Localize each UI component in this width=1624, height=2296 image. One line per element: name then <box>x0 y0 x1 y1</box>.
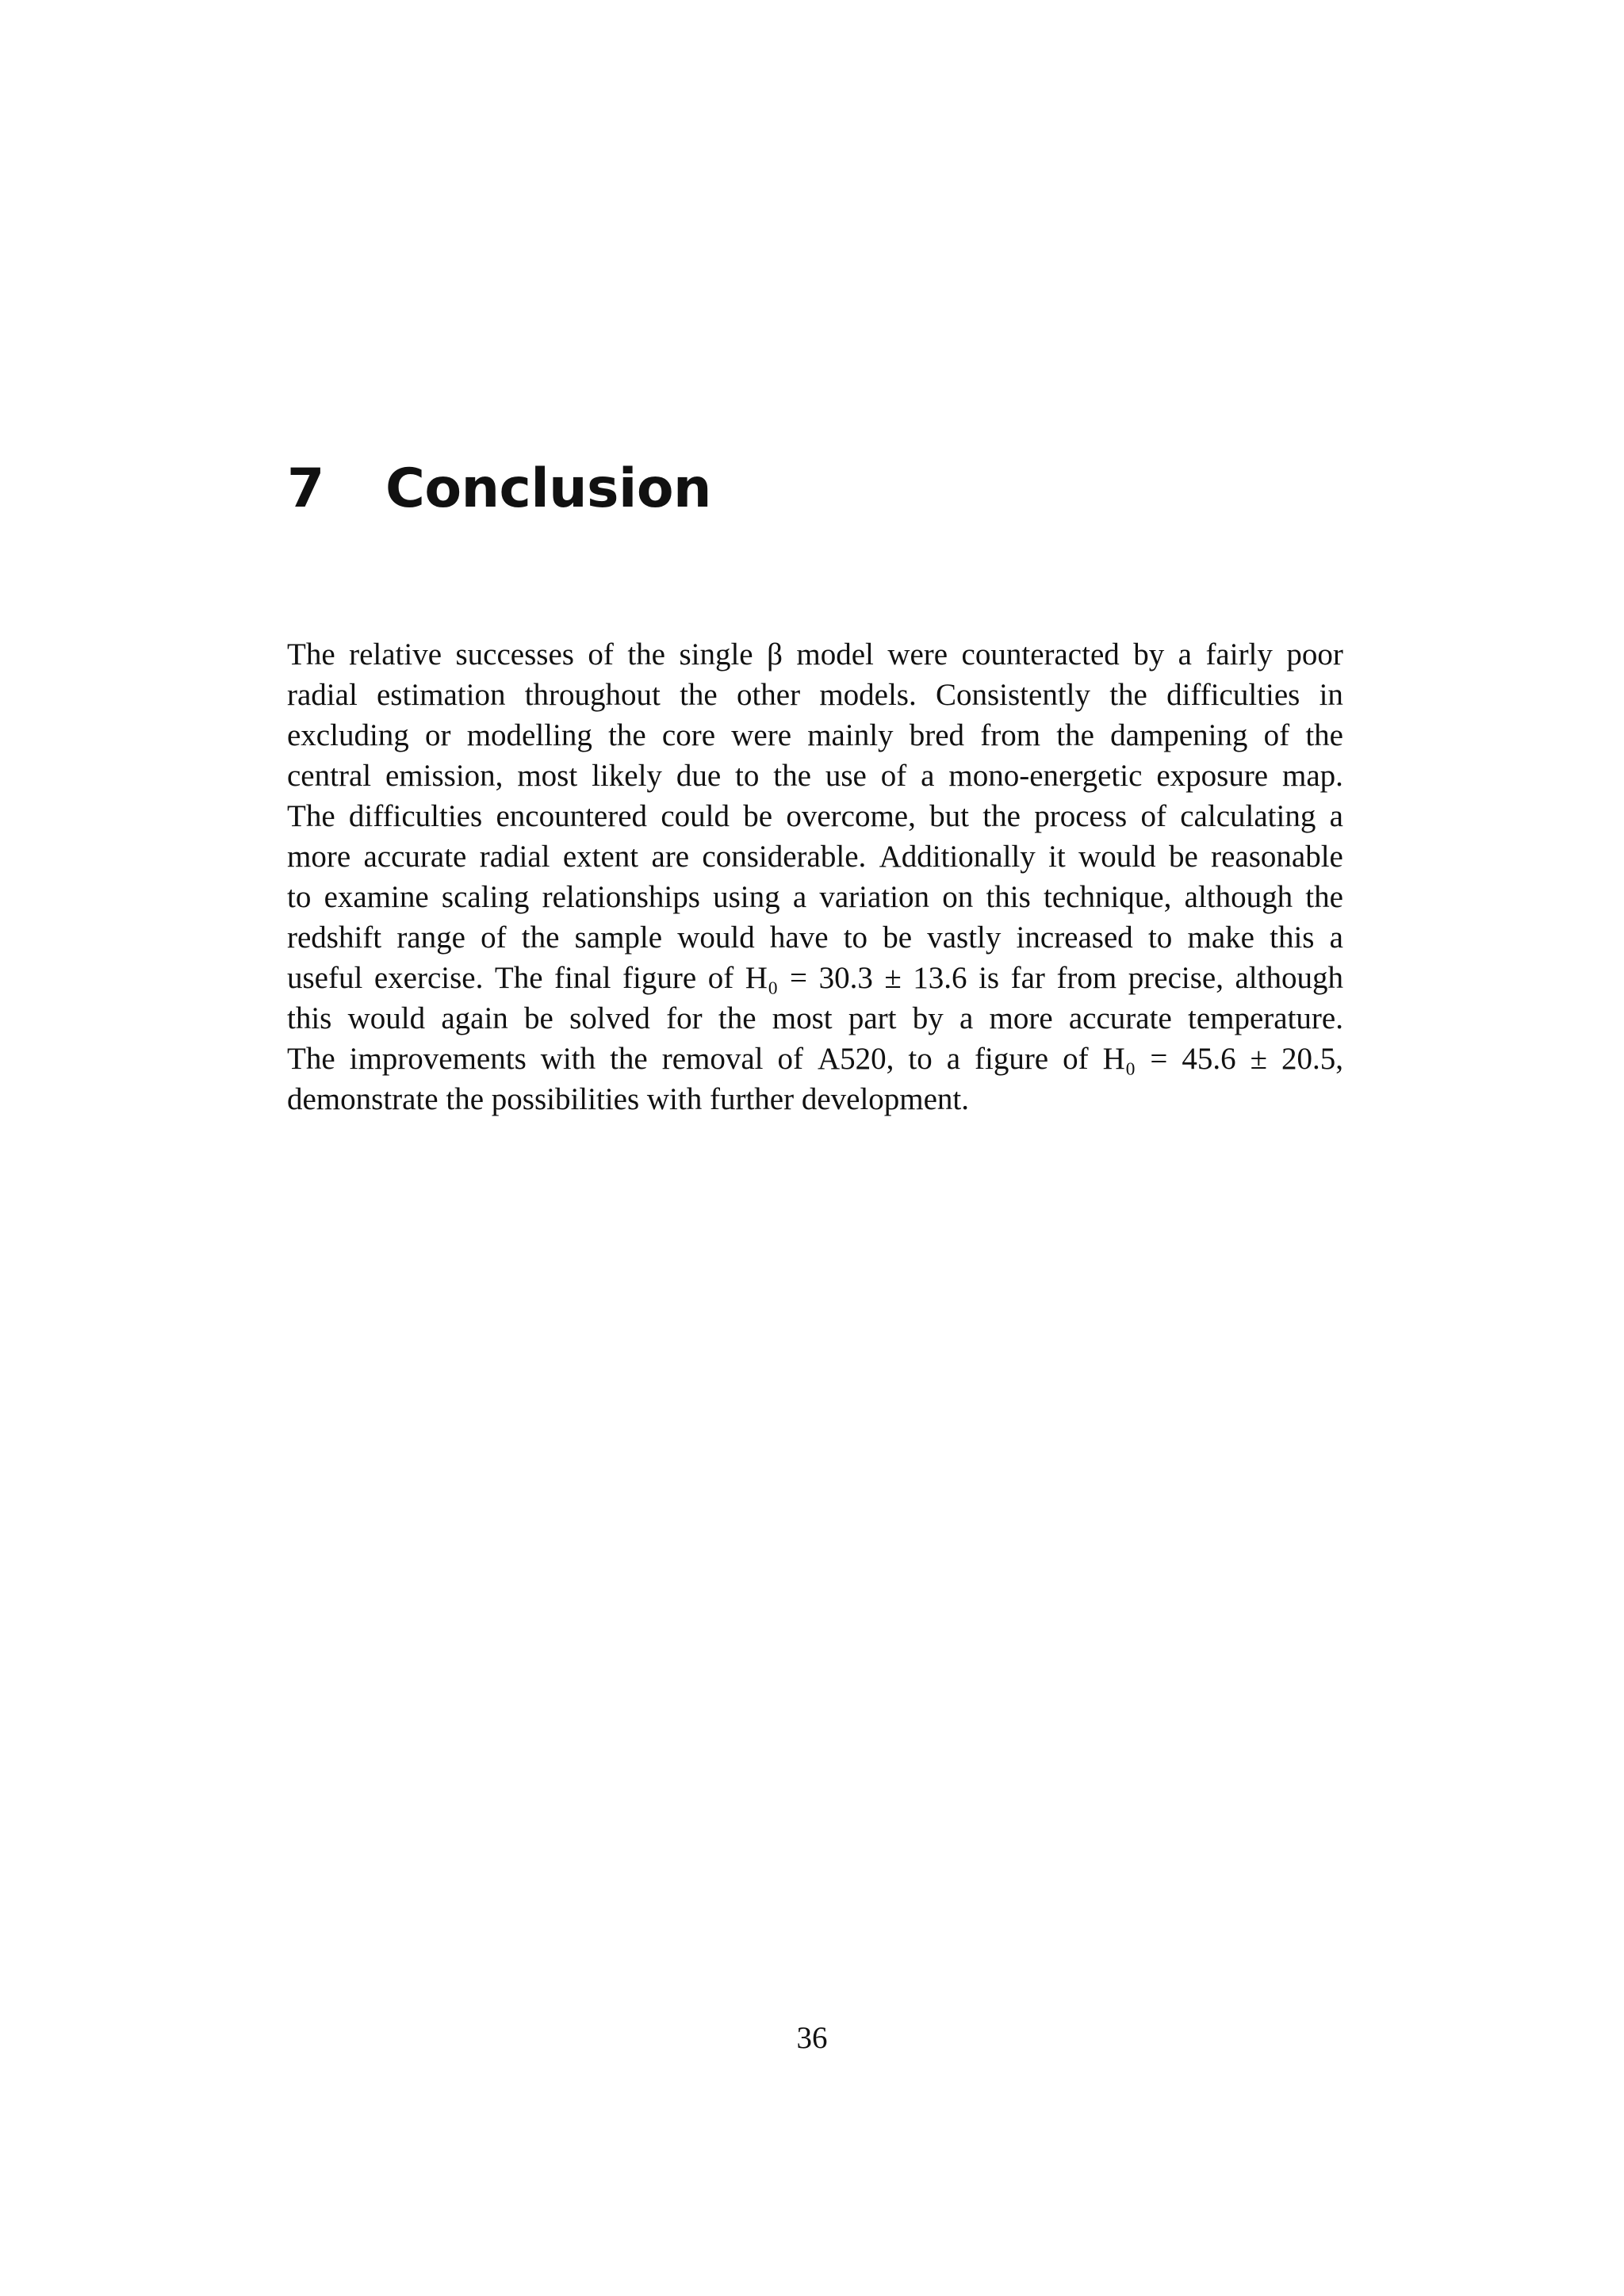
word: most <box>772 1001 833 1035</box>
section-title: Conclusion <box>385 457 711 520</box>
paragraph-line <box>287 836 1343 877</box>
word: model <box>796 637 874 672</box>
word: vastly <box>927 920 1002 955</box>
word: for <box>666 1001 703 1035</box>
word: were <box>887 637 948 672</box>
word: by <box>912 1001 944 1035</box>
paragraph-line <box>287 634 1343 675</box>
word: the <box>1305 718 1343 752</box>
paragraph-line <box>287 1079 1343 1119</box>
word: models. <box>819 678 917 712</box>
word: a <box>921 759 935 793</box>
word: on <box>942 880 974 914</box>
word: radial <box>479 840 550 874</box>
word: are <box>651 840 690 874</box>
word: process <box>1034 799 1128 833</box>
word: difficulties <box>1166 678 1300 712</box>
paragraph-line <box>287 958 1343 998</box>
word: useful <box>287 961 363 995</box>
word: of <box>588 637 614 672</box>
paragraph-line <box>287 796 1343 836</box>
word: of <box>481 920 507 955</box>
word: with <box>646 1082 703 1116</box>
word: a <box>1329 920 1343 955</box>
word: = <box>1150 1042 1168 1076</box>
word: the <box>1056 718 1094 752</box>
word: more <box>989 1001 1053 1035</box>
word: mono-energetic <box>948 759 1143 793</box>
word: it <box>1048 840 1066 874</box>
word: from <box>1056 961 1117 995</box>
word: a <box>1178 637 1192 672</box>
word: exercise. <box>373 961 484 995</box>
word: considerable. <box>702 840 867 874</box>
word: single <box>679 637 753 672</box>
word: development. <box>801 1082 970 1116</box>
word: excluding <box>287 718 409 752</box>
word: the <box>627 637 665 672</box>
word: 45.6 <box>1182 1042 1236 1076</box>
word: further <box>709 1082 795 1116</box>
word: sample <box>574 920 663 955</box>
word: other <box>736 678 801 712</box>
word: this <box>1270 920 1315 955</box>
word: of <box>1140 799 1166 833</box>
word: extent <box>562 840 639 874</box>
word: The <box>287 1042 335 1076</box>
word: map. <box>1282 759 1343 793</box>
word: a <box>946 1042 961 1076</box>
word: 13.6 <box>913 961 967 995</box>
paragraph-line <box>287 1039 1343 1079</box>
word: ± <box>884 961 902 995</box>
word: radial <box>287 678 358 712</box>
word: final <box>554 961 611 995</box>
word: most <box>517 759 578 793</box>
word: a <box>792 880 807 914</box>
word: accurate <box>1068 1001 1172 1035</box>
word: the <box>773 759 811 793</box>
conclusion-paragraph <box>287 634 1343 1119</box>
word: of <box>1263 718 1290 752</box>
word: the <box>718 1001 756 1035</box>
word: redshift <box>287 920 382 955</box>
word: dampening <box>1110 718 1248 752</box>
word: demonstrate <box>287 1082 439 1116</box>
word: the <box>521 920 560 955</box>
word: Additionally <box>879 840 1036 874</box>
word: of <box>880 759 907 793</box>
word: be <box>883 920 913 955</box>
word: this <box>287 1001 332 1035</box>
word: the <box>1305 880 1343 914</box>
word: core <box>661 718 716 752</box>
word: precise, <box>1128 961 1224 995</box>
word: H₀ <box>745 961 779 995</box>
word: to <box>735 759 760 793</box>
word: Consistently <box>935 678 1090 712</box>
word: ± <box>1250 1042 1267 1076</box>
word: this <box>986 880 1031 914</box>
word: be <box>743 799 773 833</box>
word: would <box>1078 840 1156 874</box>
word: increased <box>1016 920 1133 955</box>
word: the <box>982 799 1021 833</box>
word: 20.5, <box>1281 1042 1343 1076</box>
word: The <box>494 961 543 995</box>
word: H₀ <box>1102 1042 1136 1076</box>
paragraph-line <box>287 715 1343 756</box>
word: to <box>843 920 868 955</box>
word: relationships <box>542 880 700 914</box>
word: relative <box>349 637 442 672</box>
word: the <box>1109 678 1147 712</box>
word: the <box>608 718 646 752</box>
word: counteracted <box>961 637 1120 672</box>
word: technique, <box>1044 880 1172 914</box>
word: more <box>287 840 351 874</box>
word: a <box>1329 799 1343 833</box>
word: could <box>661 799 730 833</box>
word: the <box>610 1042 648 1076</box>
word: β <box>767 637 783 672</box>
word: the <box>680 678 718 712</box>
word: would <box>347 1001 426 1035</box>
word: possibilities <box>491 1082 640 1116</box>
word: were <box>731 718 792 752</box>
word: improvements <box>349 1042 527 1076</box>
word: accurate <box>363 840 467 874</box>
word: again <box>441 1001 508 1035</box>
paragraph-line <box>287 998 1343 1039</box>
word: part <box>848 1001 897 1035</box>
word: poor <box>1286 637 1343 672</box>
paragraph-line <box>287 675 1343 715</box>
word: exposure <box>1156 759 1269 793</box>
word: = <box>790 961 808 995</box>
word: make <box>1187 920 1254 955</box>
section-number: 7 <box>287 457 324 520</box>
word: using <box>713 880 780 914</box>
word: is <box>979 961 1000 995</box>
word: by <box>1133 637 1165 672</box>
word: to <box>1147 920 1173 955</box>
word: encountered <box>496 799 648 833</box>
word: use <box>825 759 867 793</box>
word: throughout <box>524 678 661 712</box>
word: of <box>777 1042 803 1076</box>
word: successes <box>455 637 574 672</box>
word: The <box>287 799 335 833</box>
word: have <box>769 920 829 955</box>
word: although <box>1184 880 1293 914</box>
page-number: 36 <box>796 2021 828 2055</box>
word: likely <box>592 759 662 793</box>
word: central <box>287 759 372 793</box>
word: 30.3 <box>818 961 873 995</box>
word: A520, <box>817 1042 894 1076</box>
word: a <box>959 1001 974 1035</box>
word: variation <box>819 880 929 914</box>
word: figure <box>622 961 697 995</box>
word: examine <box>324 880 429 914</box>
word: of <box>1063 1042 1089 1076</box>
word: from <box>980 718 1041 752</box>
word: scaling <box>441 880 530 914</box>
word: modelling <box>466 718 592 752</box>
word: would <box>677 920 755 955</box>
word: figure <box>975 1042 1049 1076</box>
word: be <box>524 1001 553 1035</box>
word: overcome, <box>786 799 916 833</box>
word: temperature. <box>1187 1001 1343 1035</box>
word: the <box>446 1082 485 1116</box>
word: of <box>707 961 734 995</box>
word: solved <box>569 1001 650 1035</box>
word: bred <box>909 718 965 752</box>
word: in <box>1319 678 1343 712</box>
word: estimation <box>377 678 506 712</box>
word: calculating <box>1180 799 1316 833</box>
word: due <box>676 759 722 793</box>
word: range <box>396 920 465 955</box>
word: but <box>929 799 969 833</box>
word: emission, <box>385 759 504 793</box>
word: The <box>287 637 335 672</box>
word: although <box>1235 961 1343 995</box>
word: or <box>425 718 451 752</box>
word: to <box>908 1042 933 1076</box>
section-heading <box>287 453 711 525</box>
word: far <box>1010 961 1045 995</box>
word: difficulties <box>348 799 483 833</box>
word: fairly <box>1205 637 1273 672</box>
word: reasonable <box>1211 840 1343 874</box>
word: mainly <box>807 718 894 752</box>
paragraph-line <box>287 877 1343 917</box>
word: removal <box>661 1042 764 1076</box>
paragraph-line <box>287 917 1343 958</box>
word: with <box>540 1042 596 1076</box>
paragraph-line <box>287 756 1343 796</box>
word: be <box>1168 840 1198 874</box>
word: to <box>287 880 312 914</box>
